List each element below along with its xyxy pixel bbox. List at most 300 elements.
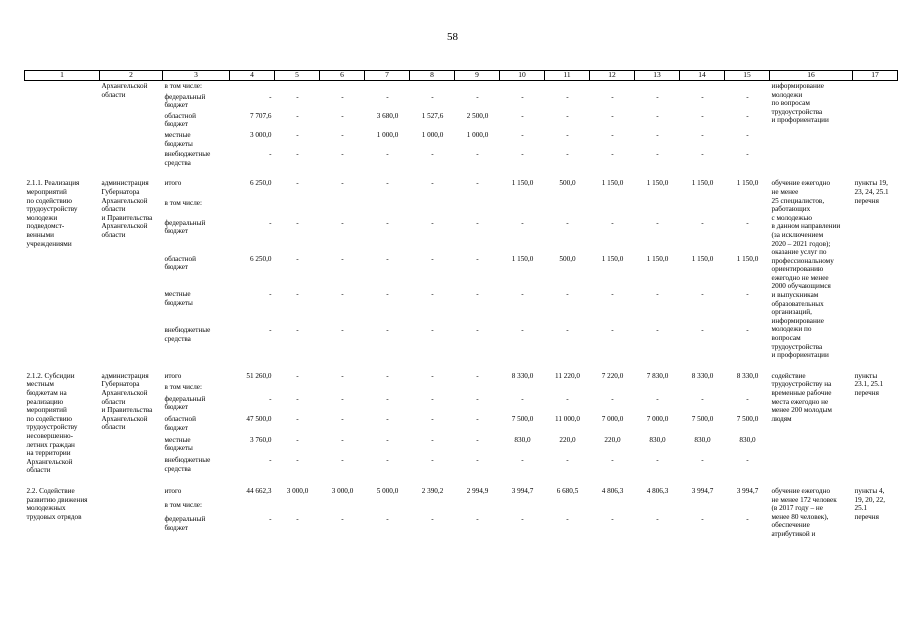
amount-cell: - bbox=[521, 150, 524, 159]
column-header: 17 bbox=[853, 71, 898, 81]
amount-cell: - bbox=[656, 456, 659, 465]
amount-cell: - bbox=[341, 415, 344, 424]
amount-cell: - bbox=[611, 150, 614, 159]
amount-cell bbox=[275, 500, 320, 514]
amount-cell: - bbox=[386, 254, 389, 263]
funding-source-cell: федеральный бюджет bbox=[164, 394, 206, 412]
funding-source-cell: местные бюджеты bbox=[164, 290, 193, 307]
table-row bbox=[25, 81, 898, 92]
amount-cell: - bbox=[386, 92, 389, 101]
funding-source-cell: итого bbox=[164, 371, 182, 380]
funding-source-cell: федеральный бюджет bbox=[164, 218, 206, 236]
amount-cell: 7 500,0 bbox=[736, 415, 759, 424]
amount-cell: - bbox=[521, 218, 524, 227]
amount-cell: - bbox=[521, 456, 524, 465]
amount-cell: - bbox=[476, 254, 479, 263]
amount-cell: - bbox=[476, 371, 479, 380]
amount-cell: - bbox=[521, 130, 524, 139]
amount-cell: 5 000,0 bbox=[376, 486, 399, 495]
column-header: 2 bbox=[100, 71, 163, 81]
amount-cell: - bbox=[701, 150, 704, 159]
funding-source-cell: областной бюджет bbox=[164, 111, 196, 129]
amount-cell: - bbox=[269, 218, 272, 227]
amount-cell bbox=[545, 382, 590, 393]
amount-cell: - bbox=[431, 290, 434, 299]
amount-cell bbox=[230, 198, 275, 218]
amount-cell bbox=[590, 500, 635, 514]
funding-source-cell: областной бюджет bbox=[164, 254, 196, 272]
amount-cell bbox=[410, 382, 455, 393]
column-header: 1 bbox=[25, 71, 100, 81]
amount-cell: 8 330,0 bbox=[736, 371, 759, 380]
amount-cell: - bbox=[269, 515, 272, 524]
amount-cell: - bbox=[386, 371, 389, 380]
amount-cell: 830,0 bbox=[514, 435, 531, 444]
amount-cell: 1 150,0 bbox=[601, 254, 624, 263]
expected-result-cell: обучение ежегодно не менее 172 человек (в 2017 году – не менее 80 человек), обеспечение атрибутикой и bbox=[771, 486, 837, 538]
amount-cell: - bbox=[611, 218, 614, 227]
amount-cell: 8 330,0 bbox=[691, 371, 714, 380]
amount-cell: - bbox=[701, 290, 704, 299]
amount-cell: - bbox=[746, 150, 749, 159]
amount-cell: 3 000,0 bbox=[249, 130, 272, 139]
expected-result-cell: содействие трудоустройству на временные рабочие места ежегодно не менее 200 молодым людям bbox=[771, 371, 832, 423]
amount-cell: 3 000,0 bbox=[331, 486, 354, 495]
amount-cell: 830,0 bbox=[739, 435, 756, 444]
amount-cell bbox=[365, 81, 410, 92]
amount-cell: 6 250,0 bbox=[249, 179, 272, 188]
spacer-cell bbox=[25, 476, 898, 486]
amount-cell: - bbox=[746, 92, 749, 101]
amount-cell: - bbox=[386, 290, 389, 299]
amount-cell bbox=[455, 81, 500, 92]
amount-cell: - bbox=[611, 515, 614, 524]
amount-cell: 7 000,0 bbox=[601, 415, 624, 424]
amount-cell bbox=[500, 382, 545, 393]
column-header: 4 bbox=[230, 71, 275, 81]
responsible-executor-cell bbox=[100, 486, 163, 540]
amount-cell bbox=[635, 81, 680, 92]
amount-cell: - bbox=[269, 394, 272, 403]
amount-cell: - bbox=[566, 92, 569, 101]
amount-cell bbox=[635, 198, 680, 218]
amount-cell: 1 527,6 bbox=[421, 111, 444, 120]
amount-cell bbox=[680, 198, 725, 218]
amount-cell: - bbox=[431, 254, 434, 263]
amount-cell: - bbox=[521, 326, 524, 335]
reference-cell: пункты 19, 23, 24, 25.1 перечня bbox=[854, 179, 889, 205]
amount-cell: - bbox=[566, 515, 569, 524]
funding-source-cell: внебюджетные средства bbox=[164, 326, 211, 343]
amount-cell: - bbox=[566, 456, 569, 465]
amount-cell: - bbox=[656, 130, 659, 139]
amount-cell: 7 220,0 bbox=[601, 371, 624, 380]
column-header: 16 bbox=[770, 71, 853, 81]
amount-cell bbox=[545, 81, 590, 92]
expected-result-cell: информирование молодежи по вопросам трудоустройства и профориентации bbox=[771, 82, 829, 125]
amount-cell: - bbox=[341, 515, 344, 524]
block-spacer bbox=[25, 361, 898, 371]
funding-source-cell: местные бюджеты bbox=[164, 130, 193, 148]
amount-cell: - bbox=[296, 111, 299, 120]
amount-cell bbox=[725, 500, 770, 514]
funding-source-cell: федеральный бюджет bbox=[164, 515, 206, 532]
amount-cell: - bbox=[386, 435, 389, 444]
amount-cell: - bbox=[386, 218, 389, 227]
funding-source-cell: внебюджетные средства bbox=[164, 456, 211, 473]
amount-cell: - bbox=[701, 130, 704, 139]
responsible-executor-cell: Архангельской области bbox=[101, 82, 148, 99]
amount-cell: - bbox=[701, 218, 704, 227]
amount-cell bbox=[365, 382, 410, 393]
funding-source-cell: итого bbox=[164, 486, 182, 495]
amount-cell: - bbox=[296, 515, 299, 524]
funding-source-cell: внебюджетные средства bbox=[164, 150, 211, 167]
amount-cell: - bbox=[296, 150, 299, 159]
amount-cell: 1 150,0 bbox=[646, 254, 669, 263]
amount-cell: 3 994,7 bbox=[511, 486, 534, 495]
amount-cell: - bbox=[701, 456, 704, 465]
amount-cell: - bbox=[341, 456, 344, 465]
amount-cell: - bbox=[296, 326, 299, 335]
amount-cell: - bbox=[656, 150, 659, 159]
column-header: 10 bbox=[500, 71, 545, 81]
amount-cell: - bbox=[566, 394, 569, 403]
amount-cell: - bbox=[341, 435, 344, 444]
amount-cell: - bbox=[701, 515, 704, 524]
amount-cell: 2 390,2 bbox=[421, 486, 444, 495]
column-number-header bbox=[25, 71, 898, 81]
amount-cell: - bbox=[656, 111, 659, 120]
page-number: 58 bbox=[447, 31, 458, 43]
amount-cell: - bbox=[296, 254, 299, 263]
amount-cell: 1 000,0 bbox=[376, 130, 399, 139]
amount-cell: - bbox=[701, 326, 704, 335]
amount-cell: 830,0 bbox=[694, 435, 711, 444]
amount-cell: 7 707,6 bbox=[249, 111, 272, 120]
column-header: 6 bbox=[320, 71, 365, 81]
amount-cell: 44 662,3 bbox=[246, 486, 272, 495]
amount-cell: 8 330,0 bbox=[511, 371, 534, 380]
amount-cell: 500,0 bbox=[559, 179, 576, 188]
budget-table bbox=[24, 70, 898, 540]
column-header: 12 bbox=[590, 71, 635, 81]
amount-cell: 3 760,0 bbox=[249, 435, 272, 444]
measure-name-cell: 2.1.2. Субсидии местным бюджетам на реализацию мероприятий по содействию трудоустройству несовершенно- летних граждан на территории Архангельской области bbox=[26, 371, 78, 475]
amount-cell bbox=[590, 198, 635, 218]
budget-table-sheet bbox=[24, 70, 889, 540]
amount-cell bbox=[635, 500, 680, 514]
amount-cell bbox=[545, 198, 590, 218]
responsible-executor-cell: администрация Губернатора Архангельской области и Правительства Архангельской области bbox=[101, 371, 153, 432]
amount-cell: - bbox=[386, 150, 389, 159]
amount-cell: - bbox=[431, 218, 434, 227]
column-header: 15 bbox=[725, 71, 770, 81]
amount-cell: 1 150,0 bbox=[646, 179, 669, 188]
amount-cell: - bbox=[296, 456, 299, 465]
amount-cell bbox=[455, 382, 500, 393]
amount-cell: - bbox=[521, 394, 524, 403]
amount-cell bbox=[410, 500, 455, 514]
amount-cell bbox=[320, 500, 365, 514]
amount-cell: - bbox=[476, 415, 479, 424]
amount-cell: - bbox=[566, 326, 569, 335]
amount-cell bbox=[725, 81, 770, 92]
amount-cell: - bbox=[476, 290, 479, 299]
amount-cell bbox=[230, 500, 275, 514]
amount-cell bbox=[455, 198, 500, 218]
amount-cell: - bbox=[611, 290, 614, 299]
amount-cell: - bbox=[341, 130, 344, 139]
spacer-cell bbox=[25, 168, 898, 178]
funding-source-cell: областной бюджет bbox=[164, 415, 196, 432]
amount-cell: - bbox=[296, 435, 299, 444]
amount-cell bbox=[635, 382, 680, 393]
amount-cell bbox=[455, 500, 500, 514]
amount-cell: - bbox=[701, 92, 704, 101]
amount-cell: - bbox=[386, 515, 389, 524]
amount-cell: - bbox=[341, 218, 344, 227]
amount-cell: - bbox=[341, 394, 344, 403]
amount-cell: - bbox=[386, 456, 389, 465]
amount-cell: 830,0 bbox=[649, 435, 666, 444]
amount-cell: 51 260,0 bbox=[246, 371, 272, 380]
amount-cell: - bbox=[656, 515, 659, 524]
amount-cell: - bbox=[521, 515, 524, 524]
funding-source-cell: в том числе: bbox=[164, 199, 202, 208]
expected-result-cell: обучение ежегодно не менее 25 специалистов, работающих с молодежью в данном направлении (за исключением 2020 – 2021 годов); оказание услуг по профессиональному ориентированию ежегодно не менее 2000 обучающимся и выпускникам образовательных организаций, информирование молодежи по вопросам трудоустройства и профориентации bbox=[771, 179, 841, 360]
amount-cell: 7 500,0 bbox=[511, 415, 534, 424]
amount-cell: 3 000,0 bbox=[286, 486, 309, 495]
amount-cell bbox=[230, 382, 275, 393]
amount-cell: 6 250,0 bbox=[249, 254, 272, 263]
amount-cell: - bbox=[386, 415, 389, 424]
amount-cell: 11 220,0 bbox=[555, 371, 580, 380]
amount-cell: 3 994,7 bbox=[736, 486, 759, 495]
amount-cell bbox=[680, 81, 725, 92]
column-header: 13 bbox=[635, 71, 680, 81]
amount-cell: - bbox=[476, 179, 479, 188]
amount-cell: 7 500,0 bbox=[691, 415, 714, 424]
amount-cell: 1 150,0 bbox=[736, 254, 759, 263]
column-header: 14 bbox=[680, 71, 725, 81]
amount-cell: - bbox=[746, 130, 749, 139]
amount-cell bbox=[410, 81, 455, 92]
amount-cell: 1 150,0 bbox=[691, 254, 714, 263]
amount-cell: - bbox=[611, 92, 614, 101]
amount-cell: - bbox=[566, 111, 569, 120]
measure-name-cell: 2.2. Содействие развитию движения молодежных трудовых отрядов bbox=[26, 486, 88, 521]
amount-cell: 4 806,3 bbox=[601, 486, 624, 495]
amount-cell: - bbox=[431, 326, 434, 335]
amount-cell: - bbox=[386, 394, 389, 403]
amount-cell bbox=[365, 500, 410, 514]
amount-cell bbox=[275, 81, 320, 92]
amount-cell bbox=[500, 81, 545, 92]
column-header: 7 bbox=[365, 71, 410, 81]
amount-cell: - bbox=[521, 290, 524, 299]
amount-cell: - bbox=[431, 415, 434, 424]
amount-cell: - bbox=[341, 111, 344, 120]
funding-source-cell: в том числе: bbox=[164, 500, 202, 509]
amount-cell: - bbox=[431, 179, 434, 188]
amount-cell: - bbox=[431, 435, 434, 444]
amount-cell: 1 150,0 bbox=[601, 179, 624, 188]
amount-cell: - bbox=[521, 92, 524, 101]
column-header: 5 bbox=[275, 71, 320, 81]
amount-cell: 500,0 bbox=[559, 254, 576, 263]
amount-cell: - bbox=[476, 435, 479, 444]
amount-cell bbox=[320, 198, 365, 218]
amount-cell: - bbox=[746, 515, 749, 524]
amount-cell: - bbox=[386, 179, 389, 188]
amount-cell: 7 000,0 bbox=[646, 415, 669, 424]
funding-source-cell: в том числе: bbox=[164, 82, 202, 90]
amount-cell: - bbox=[476, 326, 479, 335]
amount-cell: - bbox=[476, 515, 479, 524]
amount-cell: - bbox=[431, 150, 434, 159]
amount-cell: - bbox=[656, 218, 659, 227]
amount-cell: - bbox=[341, 254, 344, 263]
amount-cell: - bbox=[296, 290, 299, 299]
amount-cell: 6 680,5 bbox=[556, 486, 579, 495]
amount-cell: - bbox=[269, 92, 272, 101]
amount-cell: - bbox=[746, 394, 749, 403]
amount-cell: - bbox=[701, 394, 704, 403]
amount-cell bbox=[275, 198, 320, 218]
amount-cell bbox=[275, 382, 320, 393]
amount-cell: - bbox=[269, 326, 272, 335]
amount-cell: 11 000,0 bbox=[555, 415, 580, 424]
amount-cell: - bbox=[476, 150, 479, 159]
amount-cell: - bbox=[656, 92, 659, 101]
amount-cell bbox=[590, 382, 635, 393]
amount-cell bbox=[320, 382, 365, 393]
amount-cell: 1 000,0 bbox=[421, 130, 444, 139]
amount-cell: 4 806,3 bbox=[646, 486, 669, 495]
amount-cell: - bbox=[746, 290, 749, 299]
amount-cell: - bbox=[341, 326, 344, 335]
amount-cell: - bbox=[746, 456, 749, 465]
block-spacer bbox=[25, 476, 898, 486]
column-header: 9 bbox=[455, 71, 500, 81]
amount-cell: - bbox=[431, 92, 434, 101]
amount-cell: - bbox=[476, 394, 479, 403]
measure-name-cell bbox=[25, 81, 100, 169]
amount-cell bbox=[410, 198, 455, 218]
amount-cell: - bbox=[746, 218, 749, 227]
block-spacer bbox=[25, 168, 898, 178]
reference-cell bbox=[853, 81, 898, 169]
amount-cell: - bbox=[521, 111, 524, 120]
amount-cell: - bbox=[656, 290, 659, 299]
amount-cell: - bbox=[431, 371, 434, 380]
amount-cell: - bbox=[611, 456, 614, 465]
amount-cell: 1 150,0 bbox=[511, 254, 534, 263]
amount-cell: - bbox=[269, 456, 272, 465]
amount-cell: - bbox=[296, 218, 299, 227]
amount-cell: - bbox=[296, 415, 299, 424]
amount-cell bbox=[545, 500, 590, 514]
amount-cell: - bbox=[611, 394, 614, 403]
amount-cell: - bbox=[386, 326, 389, 335]
amount-cell: - bbox=[296, 179, 299, 188]
amount-cell: - bbox=[296, 394, 299, 403]
amount-cell: 2 500,0 bbox=[466, 111, 489, 120]
amount-cell bbox=[500, 198, 545, 218]
reference-cell: пункты 4, 19, 20, 22, 25.1 перечня bbox=[854, 486, 886, 521]
amount-cell: - bbox=[476, 92, 479, 101]
amount-cell: 220,0 bbox=[604, 435, 621, 444]
responsible-executor-cell: администрация Губернатора Архангельской области и Правительства Архангельской области bbox=[101, 179, 153, 239]
amount-cell: - bbox=[611, 111, 614, 120]
funding-source-cell: местные бюджеты bbox=[164, 435, 193, 453]
amount-cell: - bbox=[701, 111, 704, 120]
amount-cell: - bbox=[269, 290, 272, 299]
amount-cell bbox=[320, 81, 365, 92]
amount-cell: - bbox=[341, 92, 344, 101]
table-body bbox=[25, 81, 898, 540]
table-row bbox=[25, 486, 898, 500]
amount-cell: - bbox=[476, 456, 479, 465]
amount-cell bbox=[725, 198, 770, 218]
table-row bbox=[25, 178, 898, 198]
amount-cell: - bbox=[566, 218, 569, 227]
amount-cell: 1 150,0 bbox=[736, 179, 759, 188]
amount-cell bbox=[230, 81, 275, 92]
amount-cell bbox=[725, 382, 770, 393]
amount-cell: - bbox=[656, 394, 659, 403]
amount-cell: 7 830,0 bbox=[646, 371, 669, 380]
amount-cell bbox=[680, 382, 725, 393]
amount-cell: - bbox=[269, 150, 272, 159]
amount-cell bbox=[365, 198, 410, 218]
amount-cell: 1 150,0 bbox=[511, 179, 534, 188]
amount-cell: - bbox=[296, 130, 299, 139]
amount-cell: - bbox=[431, 456, 434, 465]
amount-cell: 1 150,0 bbox=[691, 179, 714, 188]
amount-cell bbox=[500, 500, 545, 514]
table-row bbox=[25, 371, 898, 382]
amount-cell: - bbox=[341, 150, 344, 159]
amount-cell: - bbox=[611, 326, 614, 335]
amount-cell bbox=[590, 81, 635, 92]
amount-cell: - bbox=[341, 290, 344, 299]
amount-cell: - bbox=[566, 130, 569, 139]
amount-cell: - bbox=[611, 130, 614, 139]
amount-cell: - bbox=[746, 111, 749, 120]
amount-cell: - bbox=[296, 92, 299, 101]
spacer-cell bbox=[25, 361, 898, 371]
reference-cell: пункты 23.1, 25.1 перечня bbox=[854, 371, 884, 397]
amount-cell: 47 500,0 bbox=[246, 415, 272, 424]
amount-cell: 3 994,7 bbox=[691, 486, 714, 495]
funding-source-cell: в том числе: bbox=[164, 383, 202, 392]
funding-source-cell: федеральный бюджет bbox=[164, 92, 206, 110]
amount-cell: - bbox=[341, 179, 344, 188]
amount-cell: - bbox=[656, 326, 659, 335]
measure-name-cell: 2.1.1. Реализация мероприятий по содействию трудоустройству молодежи подведомст- венными учреждениями bbox=[26, 179, 80, 248]
amount-cell: 220,0 bbox=[559, 435, 576, 444]
column-header: 3 bbox=[163, 71, 230, 81]
amount-cell: 1 000,0 bbox=[466, 130, 489, 139]
amount-cell: - bbox=[566, 150, 569, 159]
amount-cell: - bbox=[746, 326, 749, 335]
amount-cell: - bbox=[476, 218, 479, 227]
amount-cell: - bbox=[431, 515, 434, 524]
amount-cell: - bbox=[341, 371, 344, 380]
funding-source-cell: итого bbox=[164, 179, 182, 188]
